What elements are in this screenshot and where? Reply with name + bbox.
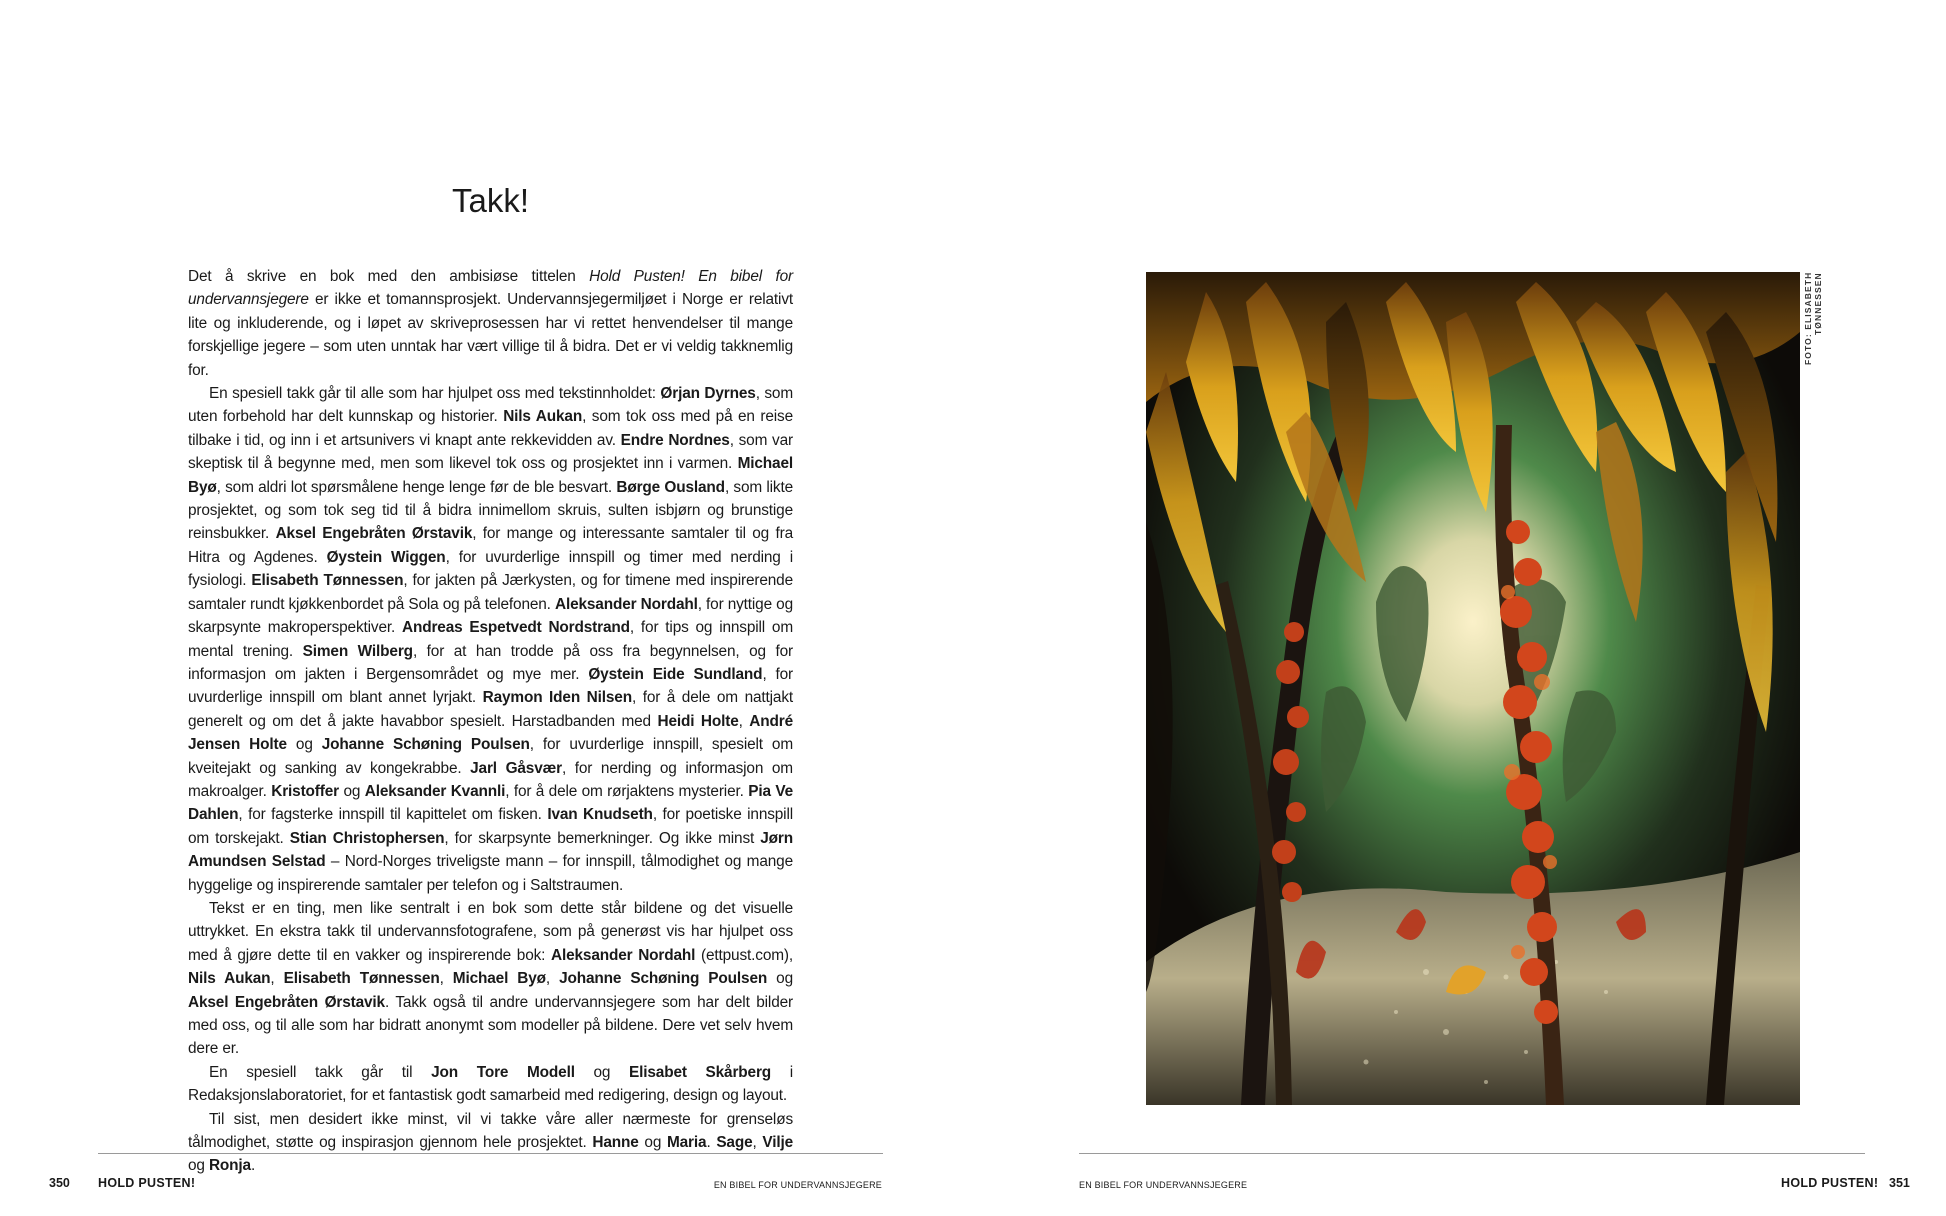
text-run: , for uvurderlige innspill og timer med nerding i fysiologi. bbox=[188, 548, 793, 590]
contributor-name: Aleksander Kvannli bbox=[364, 782, 506, 800]
contributor-name: Raymon Iden Nilsen bbox=[482, 689, 632, 707]
page-title: Takk! bbox=[451, 182, 530, 219]
text-run: , som aldri lot spørsmålene henge lenge før de ble besvart. bbox=[216, 478, 617, 496]
photo-credit: FOTO: ELISABETH TØNNESSEN bbox=[1803, 272, 1823, 366]
page-number: 351 bbox=[1889, 1176, 1910, 1190]
text-run: , for poetiske innspill om torskejakt. bbox=[188, 806, 793, 847]
contributor-name: Jon Tore Modell bbox=[431, 1063, 575, 1081]
contributor-name: Kristoffer bbox=[271, 782, 339, 800]
kelp-forest-illustration bbox=[1146, 272, 1800, 1105]
text-run: , for at han trodde på oss fra begynnelsen, og for informasjon om jakten i Bergensområdet og mye mer. bbox=[188, 642, 794, 683]
contributor-name: Aleksander Nordahl bbox=[554, 595, 698, 613]
contributor-name: Maria bbox=[666, 1134, 707, 1152]
paragraph bbox=[188, 1061, 793, 1108]
right-page bbox=[973, 0, 1946, 1216]
contributor-name: Elisabeth Tønnessen bbox=[251, 572, 404, 590]
text-run: , bbox=[738, 712, 750, 730]
text-run: . Takk også til andre undervannsjegere som har delt bilder med oss, og til alle som har bidratt anonymt som modeller på bildene. Dere vet selv hvem dere er. bbox=[188, 993, 793, 1058]
text-run: En spesiell takk går til bbox=[209, 1063, 432, 1081]
book-title: Hold Pusten! En bibel for undervannsjegere bbox=[188, 268, 793, 309]
running-subtitle: EN BIBEL FOR UNDERVANNSJEGERE bbox=[1079, 1180, 1248, 1190]
paragraph bbox=[188, 265, 793, 382]
text-run: – Nord-Norges triveligste mann – for innspill, tålmodighet og mange hyggelige og inspirerende samtaler per telefon og i Saltstraumen. bbox=[188, 853, 793, 894]
contributor-name: Andreas Espetvedt Nordstrand bbox=[401, 619, 630, 637]
text-run: , bbox=[439, 970, 453, 988]
contributor-name: Jarl Gåsvær bbox=[470, 759, 562, 777]
contributor-name: Ivan Knudseth bbox=[547, 806, 653, 824]
text-run: , bbox=[752, 1134, 763, 1152]
contributor-name: Johanne Schøning Poulsen bbox=[559, 970, 768, 988]
running-subtitle: EN BIBEL FOR UNDERVANNSJEGERE bbox=[713, 1180, 882, 1190]
contributor-name: Ørjan Dyrnes bbox=[660, 385, 756, 403]
contributor-name: Aksel Engebråten Ørstavik bbox=[188, 993, 385, 1011]
text-run: , for nerding og informasjon om makroalger. bbox=[188, 759, 793, 800]
text-run: og bbox=[574, 1063, 630, 1081]
text-run: (ettpust.com), bbox=[695, 946, 793, 964]
text-run: , for jakten på Jærkysten, og for timene med inspirerende samtaler rundt kjøkkenbordet på Sola og på telefonen. bbox=[188, 572, 793, 613]
contributor-name: Stian Christophersen bbox=[289, 829, 445, 847]
contributor-name: Sage bbox=[716, 1134, 753, 1152]
contributor-name: Johanne Schøning Poulsen bbox=[321, 736, 530, 754]
text-run: og bbox=[188, 1157, 209, 1175]
contributor-name: Vilje bbox=[762, 1134, 793, 1152]
paragraph bbox=[188, 382, 793, 897]
paragraph bbox=[188, 897, 793, 1061]
contributor-name: Aksel Engebråten Ørstavik bbox=[275, 525, 473, 543]
kelp-forest-photo bbox=[1146, 272, 1800, 1105]
text-run: , for nyttige og skarpsynte makroperspektiver. bbox=[188, 595, 793, 637]
contributor-name: Endre Nordnes bbox=[620, 431, 730, 449]
text-run: , bbox=[545, 970, 560, 988]
text-run: , som likte prosjektet, og som tok seg tid til å bidra innimellom skruis, sulten isbjørn og brunstige reinsbukker. bbox=[188, 478, 793, 543]
text-run: , for uvurderlige innspill, spesielt om kveitejakt og sanking av kongekrabbe. bbox=[188, 736, 793, 777]
contributor-name: Pia Ve Dahlen bbox=[188, 782, 793, 824]
text-run: og bbox=[638, 1134, 667, 1152]
contributor-name: Michael Byø bbox=[188, 455, 793, 496]
contributor-name: Nils Aukan bbox=[503, 408, 583, 426]
text-run: , som uten forbehold har delt kunnskap og historier. bbox=[188, 385, 793, 426]
contributor-name: Hanne bbox=[592, 1134, 639, 1152]
contributor-name: Simen Wilberg bbox=[302, 642, 413, 660]
paragraph bbox=[188, 1108, 793, 1178]
text-run: og bbox=[339, 782, 365, 800]
contributor-name: André Jensen Holte bbox=[188, 712, 793, 754]
text-run: og bbox=[286, 736, 322, 754]
text-run: , for fagsterke innspill til kapittelet om fisken. bbox=[238, 806, 548, 824]
contributor-name: Nils Aukan bbox=[188, 970, 271, 988]
contributor-name: Øystein Eide Sundland bbox=[588, 665, 763, 683]
text-run: er ikke et tomannsprosjekt. Undervannsjegermiljøet i Norge er relativt lite og inkluderende, og i løpet av skriveprosessen har vi rettet henvendelser til mange forskjellige jegere – som uten unntak har vært villige til å bidra. Det er vi veldig takknemlig for. bbox=[188, 291, 793, 379]
text-run: , for mange og interessante samtaler til og fra Hitra og Agdenes. bbox=[188, 525, 793, 566]
text-run: . bbox=[706, 1134, 717, 1152]
page-number: 350 bbox=[49, 1176, 70, 1190]
text-run: , for uvurderlige innspill om blant annet lyrjakt. bbox=[188, 665, 794, 707]
contributor-name: Øystein Wiggen bbox=[326, 548, 446, 566]
text-run: , som tok oss med på en reise tilbake i tid, og inn i et artsunivers vi knapt ante rekkevidden av. bbox=[188, 408, 793, 449]
text-run: , som var skeptisk til å begynne med, men som likevel tok oss og prosjektet inn i varmen. bbox=[188, 431, 793, 473]
text-run: og bbox=[767, 970, 793, 988]
text-run: , for å dele om nattjakt generelt og om det å jakte havabbor spesielt. Harstadbanden med bbox=[188, 689, 793, 730]
text-run: Til sist, men desidert ikke minst, vil vi takke våre aller nærmeste for grenseløs tålmodighet, støtte og inspirasjon gjennom hele prosjektet. bbox=[188, 1110, 793, 1152]
contributor-name: Ronja bbox=[208, 1157, 251, 1175]
contributor-name: Jørn Amundsen Selstad bbox=[188, 829, 793, 871]
contributor-name: Heidi Holte bbox=[657, 712, 739, 730]
contributor-name: Michael Byø bbox=[452, 970, 546, 988]
running-title: HOLD PUSTEN! bbox=[1781, 1176, 1879, 1190]
text-run: , for skarpsynte bemerkninger. Og ikke minst bbox=[444, 829, 761, 847]
text-run: . bbox=[250, 1157, 256, 1175]
text-run: , for tips og innspill om mental trening. bbox=[188, 619, 794, 660]
contributor-name: Elisabeth Tønnessen bbox=[283, 970, 440, 988]
contributor-name: Aleksander Nordahl bbox=[551, 946, 696, 964]
text-run: i Redaksjonslaboratoriet, for et fantastisk godt samarbeid med redigering, design og layout. bbox=[188, 1063, 793, 1105]
text-run: En spesiell takk går til alle som har hjulpet oss med tekstinnholdet: bbox=[209, 385, 661, 403]
footer-rule bbox=[1079, 1153, 1865, 1154]
acknowledgements-text bbox=[188, 265, 793, 1178]
text-run: , for å dele om rørjaktens mysterier. bbox=[505, 782, 749, 800]
text-run: Det å skrive en bok med den ambisiøse tittelen bbox=[188, 268, 590, 285]
footer-rule bbox=[98, 1153, 883, 1154]
contributor-name: Elisabet Skårberg bbox=[629, 1063, 772, 1081]
contributor-name: Børge Ousland bbox=[616, 478, 725, 496]
text-run: Tekst er en ting, men like sentralt i en bok som dette står bildene og det visuelle uttrykket. En ekstra takk til undervannsfotografene, som på generøst vis har hjulpet oss med å gjøre dette til en vakker og inspirerende bok: bbox=[188, 899, 793, 964]
running-title: HOLD PUSTEN! bbox=[98, 1176, 196, 1190]
text-run: , bbox=[270, 970, 284, 988]
